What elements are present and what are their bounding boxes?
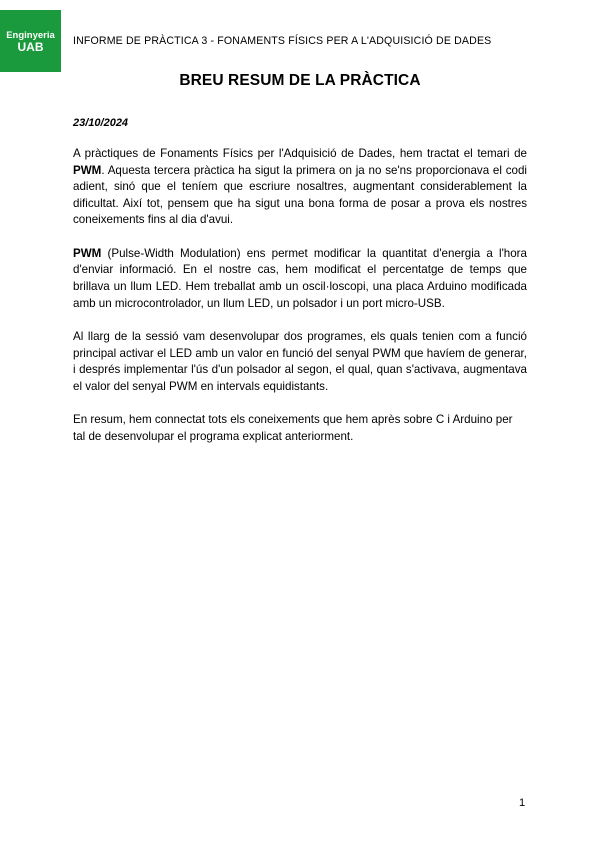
paragraph-1-text-a: A pràctiques de Fonaments Físics per l'Adquisició de Dades, hem tractat el temari de — [73, 147, 527, 160]
paragraph-1-text-b: . Aquesta tercera pràctica ha sigut la primera on ja no se'ns proporcionava el codi adient, sinó que el teníem que escriure nosaltres, augmentant considerablement la dificultat. Així tot, pensem que ha sigut una bona forma de posar a prova els nostres coneixements fins al dia d'avui. — [73, 163, 527, 227]
page-header: INFORME DE PRÀCTICA 3 - FONAMENTS FÍSICS PER A L'ADQUISICIÓ DE DADES — [73, 35, 492, 47]
paragraph-4: En resum, hem connectat tots els coneixements que hem après sobre C i Arduino per tal de desenvolupar el programa explicat anteriorment. — [73, 413, 513, 443]
logo — [0, 10, 61, 72]
paragraph-3: Al llarg de la sessió vam desenvolupar dos programes, els quals tenien com a funció principal activar el LED amb un valor en funció del senyal PWM que havíem de generar, i després implementar l'ús d'un polsador al segon, el qual, quan s'activava, augmentava el valor del senyal PWM en intervals equidistants. — [73, 329, 527, 393]
document-body — [73, 146, 527, 462]
paragraph-2 — [73, 246, 527, 312]
logo-line-2: UAB — [17, 40, 44, 54]
paragraph-2-text: (Pulse-Width Modulation) ens permet modificar la quantitat d'energia a l'hora d'enviar informació. En el nostre cas, hem modificat el percentatge de temps que brillava un llum LED. Hem treballat amb un oscil·loscopi, una placa Arduino modificada amb un microcontrolador, un llum LED, un polsador i un port micro-USB. — [73, 246, 527, 310]
logo-line-1: Enginyeria — [6, 30, 55, 41]
paragraph-1 — [73, 146, 527, 229]
document-title: BREU RESUM DE LA PRÀCTICA — [179, 72, 421, 89]
page-number: 1 — [519, 797, 526, 809]
paragraph-2-bold: PWM — [73, 246, 102, 260]
paragraph-1-bold: PWM — [73, 163, 102, 177]
document-date: 23/10/2024 — [73, 117, 129, 129]
